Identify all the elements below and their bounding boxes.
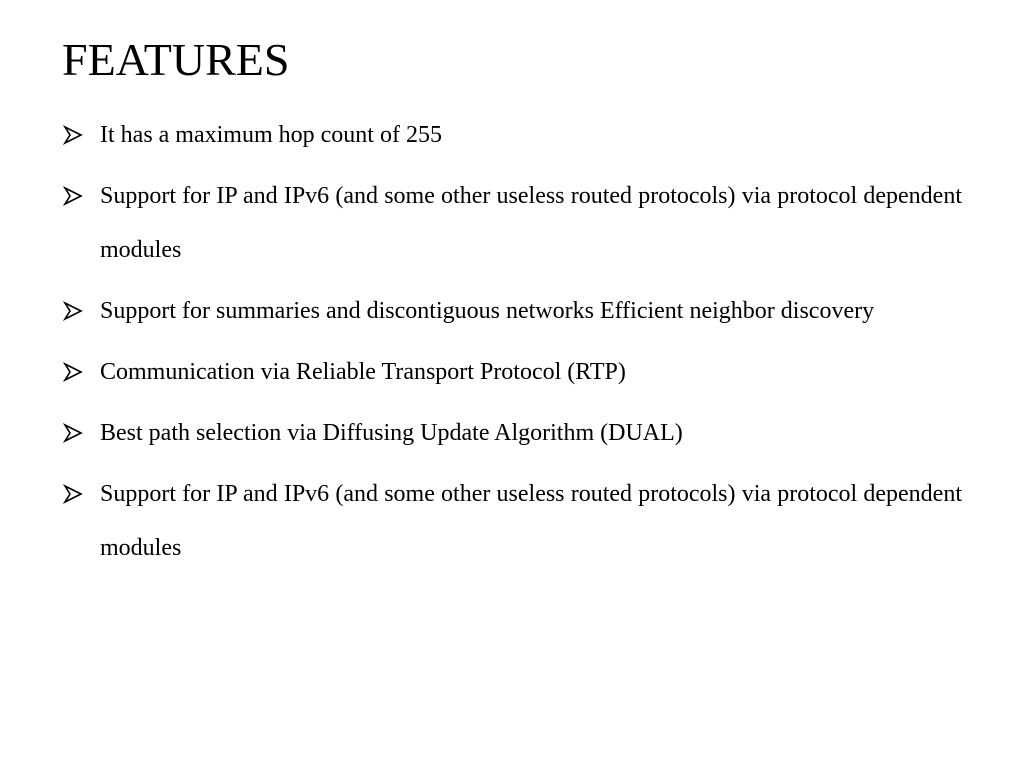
arrowhead-bullet-icon	[62, 300, 84, 322]
list-item-text: Support for IP and IPv6 (and some other useless routed protocols) via protocol dependent modules	[100, 481, 962, 561]
arrowhead-bullet-icon	[62, 361, 84, 383]
feature-list	[62, 108, 962, 582]
list-item-text: Communication via Reliable Transport Protocol (RTP)	[100, 359, 626, 385]
list-item-text: It has a maximum hop count of 255	[100, 122, 442, 148]
slide-title: FEATURES	[62, 34, 290, 85]
arrowhead-bullet-icon	[62, 483, 84, 505]
list-item-text: Best path selection via Diffusing Update Algorithm (DUAL)	[100, 420, 683, 446]
list-item	[62, 406, 962, 460]
arrowhead-bullet-icon	[62, 422, 84, 444]
list-item-text: Support for IP and IPv6 (and some other useless routed protocols) via protocol dependent modules	[100, 183, 962, 263]
arrowhead-bullet-icon	[62, 124, 84, 146]
list-item	[62, 345, 962, 399]
arrowhead-bullet-icon	[62, 185, 84, 207]
list-item	[62, 284, 962, 338]
list-item	[62, 467, 962, 575]
list-item	[62, 108, 962, 162]
list-item-text: Support for summaries and discontiguous networks Efficient neighbor discovery	[100, 298, 875, 324]
list-item	[62, 169, 962, 277]
